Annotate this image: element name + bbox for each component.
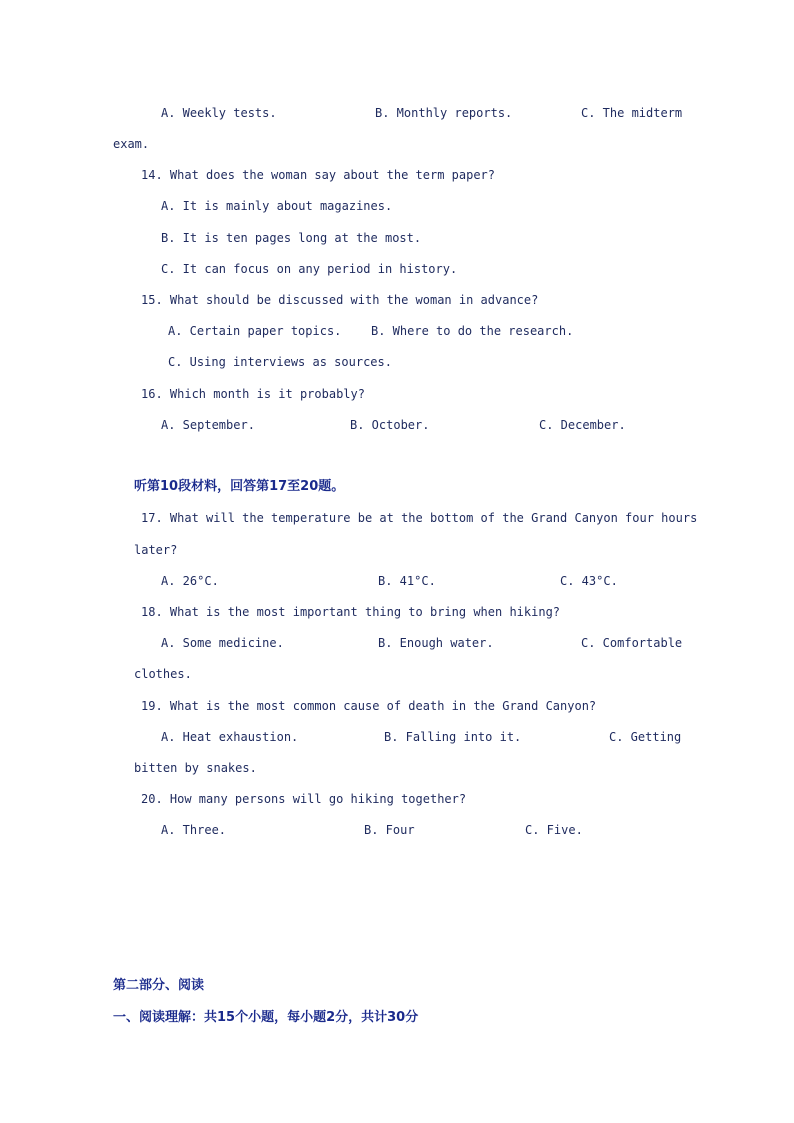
q16-stem: 16. Which month is it probably?	[141, 387, 365, 401]
q16-option-a: A. September.	[161, 418, 255, 432]
reading-comprehension-heading: 一、阅读理解：共15个小题，每小题2分，共计30分	[113, 1010, 419, 1025]
part-2-heading: 第二部分、阅读	[113, 978, 205, 993]
q18-option-c-continued: clothes.	[134, 667, 192, 681]
q20-option-a: A. Three.	[161, 823, 227, 837]
q18-option-a: A. Some medicine.	[161, 636, 284, 650]
q15-stem: 15. What should be discussed with the woman in advance?	[141, 293, 539, 307]
q18-stem: 18. What is the most important thing to bring when hiking?	[141, 605, 561, 619]
q14-option-b: B. It is ten pages long at the most.	[161, 231, 422, 245]
q14-option-c: C. It can focus on any period in history.	[161, 262, 458, 276]
q20-stem: 20. How many persons will go hiking together?	[141, 792, 467, 806]
q17-stem-continued: later?	[134, 543, 178, 557]
q17-stem: 17. What will the temperature be at the bottom of the Grand Canyon four hours	[141, 511, 698, 525]
q19-option-b: B. Falling into it.	[384, 730, 522, 744]
q16-option-b: B. October.	[350, 418, 430, 432]
q13-option-a: A. Weekly tests.	[161, 106, 277, 120]
q19-option-c: C. Getting	[609, 730, 682, 744]
q19-stem: 19. What is the most common cause of death in the Grand Canyon?	[141, 699, 597, 713]
q17-option-c: C. 43°C.	[560, 574, 618, 588]
q15-option-b: B. Where to do the research.	[371, 324, 574, 338]
q13-option-c-continued: exam.	[113, 137, 150, 151]
q15-option-a: A. Certain paper topics.	[168, 324, 342, 338]
q20-option-b: B. Four	[364, 823, 415, 837]
q16-option-c: C. December.	[539, 418, 626, 432]
q18-option-c: C. Comfortable	[581, 636, 683, 650]
q14-option-a: A. It is mainly about magazines.	[161, 199, 393, 213]
q17-option-b: B. 41°C.	[378, 574, 436, 588]
q15-option-c: C. Using interviews as sources.	[168, 355, 392, 369]
q17-option-a: A. 26°C.	[161, 574, 219, 588]
q13-option-b: B. Monthly reports.	[375, 106, 513, 120]
q19-option-a: A. Heat exhaustion.	[161, 730, 299, 744]
q13-option-c: C. The midterm	[581, 106, 683, 120]
q18-option-b: B. Enough water.	[378, 636, 494, 650]
q14-stem: 14. What does the woman say about the term paper?	[141, 168, 496, 182]
q20-option-c: C. Five.	[525, 823, 583, 837]
section-10-heading: 听第10段材料，回答第17至20题。	[134, 479, 345, 494]
q19-option-c-continued: bitten by snakes.	[134, 761, 257, 775]
